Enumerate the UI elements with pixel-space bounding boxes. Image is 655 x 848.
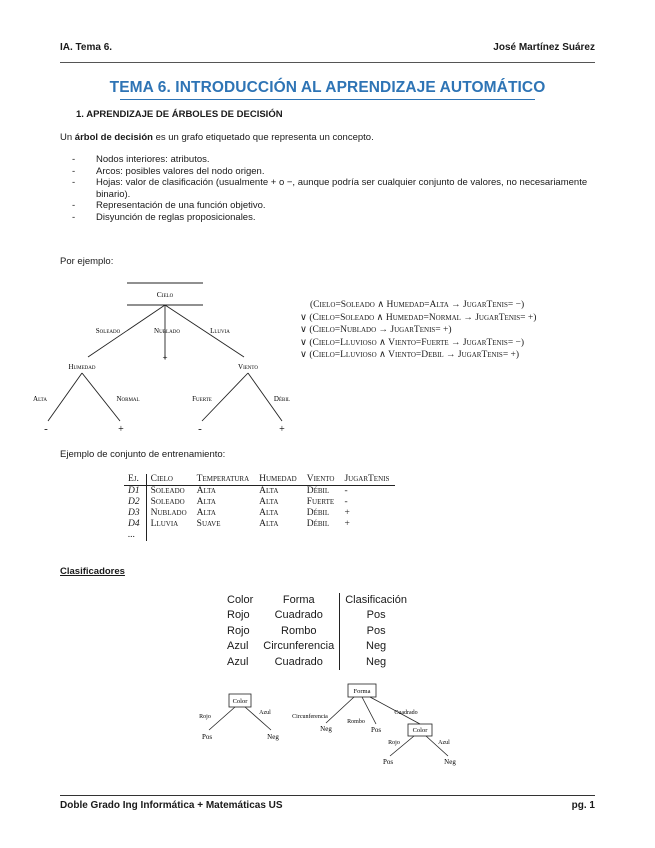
tree-arc-normal: Normal	[116, 395, 140, 403]
table-cell	[193, 530, 255, 541]
table-cell: Neg	[366, 655, 387, 668]
footer-rule	[60, 795, 595, 796]
tree-leaf-pos: Pos	[370, 726, 382, 734]
table-header: Temperatura	[193, 474, 255, 486]
table-cell: D1	[124, 486, 146, 498]
table-cell: Nublado	[150, 508, 187, 518]
table-cell: Suave	[196, 519, 221, 529]
formula-line: (Cielo=Soleado ∧ Humedad=Alta → JugarTenis= −)	[310, 300, 525, 310]
table-cell: Neg	[366, 640, 387, 653]
intro-post: es un grafo etiquetado que representa un concepto.	[152, 132, 374, 143]
color-tree-diagram	[195, 688, 295, 744]
tree-arc-nublado: Nublado	[154, 327, 180, 335]
tree-edge	[82, 373, 120, 421]
tree-node-humedad: Humedad	[68, 363, 96, 371]
footer-left: Doble Grado Ing Informática + Matemáticas US	[60, 800, 283, 811]
tree-node-color-sub: Color	[412, 727, 428, 734]
section-heading: 1. APRENDIZAJE DE ÁRBOLES DE DECISIÓN	[76, 109, 283, 120]
formula-line: ∨ (Cielo=Lluvioso ∧ Viento=Debil → JugarTenis= +)	[300, 350, 520, 361]
header-rule	[60, 62, 595, 63]
tree-leaf: +	[279, 424, 285, 435]
page-title: TEMA 6. INTRODUCCIÓN AL APRENDIZAJE AUTOMÁTICO	[109, 79, 546, 96]
tree-arc-azul: Azul	[259, 710, 271, 716]
table-cell: Pos	[366, 609, 386, 622]
decision-tree-diagram	[30, 275, 295, 435]
tree-leaf-pos: Pos	[201, 733, 213, 741]
intro-pre: Un	[60, 132, 75, 143]
formula-line: ∨ (Cielo=Soleado ∧ Humedad=Normal → JugarTenis= +)	[300, 312, 537, 323]
list-item: - Representación de una función objetivo.	[60, 200, 600, 212]
table-row	[124, 497, 395, 508]
table-cell: Fuerte	[306, 497, 335, 507]
table-cell	[255, 530, 303, 541]
table-cell: Alta	[259, 519, 279, 529]
tree-leaf: +	[118, 424, 124, 435]
tree-leaf-neg: Neg	[267, 733, 279, 741]
table-cell: Circunferencia	[258, 639, 339, 654]
tree-arc-circunferencia: Circunferencia	[292, 714, 328, 720]
table-header: Humedad	[255, 474, 303, 486]
table-cell: Soleado	[150, 486, 185, 496]
table-cell: -	[344, 497, 348, 507]
table-row	[124, 530, 395, 541]
table-header: Cielo	[146, 474, 193, 486]
table-cell: D2	[124, 497, 146, 508]
tree-arc-rojo-sub: Rojo	[388, 740, 400, 746]
table-header: Forma	[258, 593, 339, 608]
tree-leaf: -	[44, 423, 48, 435]
table-cell: Alta	[196, 486, 216, 496]
table-cell: Alta	[259, 486, 279, 496]
classifiers-heading: Clasificadores	[60, 566, 125, 577]
table-header: Color	[227, 594, 254, 606]
table-cell: ...	[124, 530, 146, 541]
tree-arc-azul-sub: Azul	[438, 740, 450, 746]
table-cell: Azul	[227, 640, 249, 653]
forma-tree-diagram	[290, 680, 470, 770]
table-row	[222, 593, 412, 608]
table-cell: Rojo	[227, 609, 250, 622]
table-cell	[340, 530, 395, 541]
tree-edge	[426, 736, 448, 756]
table-cell: Cuadrado	[258, 608, 339, 623]
training-table	[124, 474, 395, 541]
table-header: JugarTenis	[340, 474, 395, 486]
table-cell: D3	[124, 508, 146, 519]
table-row	[124, 519, 395, 530]
classifier-table	[222, 593, 412, 670]
tree-edge	[390, 736, 414, 756]
table-cell: Alta	[196, 497, 216, 507]
header-left: IA. Tema 6.	[60, 42, 113, 53]
tree-node-forma: Forma	[353, 688, 371, 695]
bullet-list	[60, 154, 600, 224]
table-row	[124, 508, 395, 519]
tree-arc-cuadrado: Cuadrado	[394, 710, 418, 716]
tree-leaf: -	[198, 423, 202, 435]
table-cell: Azul	[227, 655, 249, 668]
table-row	[222, 608, 412, 623]
tree-arc-rojo: Rojo	[199, 714, 211, 720]
table-cell: Débil	[306, 508, 330, 518]
table-cell: Alta	[259, 497, 279, 507]
tree-arc-debil: Débil	[273, 395, 291, 403]
tree-node-color: Color	[232, 698, 248, 705]
tree-arc-soleado: Soleado	[95, 327, 121, 335]
table-cell: Débil	[306, 486, 330, 496]
table-cell: Rombo	[258, 624, 339, 639]
example-label: Por ejemplo:	[60, 256, 114, 267]
title-rule	[120, 99, 535, 100]
tree-node-cielo: Cielo	[156, 290, 174, 299]
tree-edge	[48, 373, 82, 421]
table-cell: D4	[124, 519, 146, 530]
table-cell: Alta	[259, 508, 279, 518]
table-cell: Cuadrado	[258, 655, 339, 670]
tree-arc-rombo: Rombo	[347, 719, 365, 725]
list-item: - Hojas: valor de clasificación (usualmente + o −, aunque podría ser cualquier conjunto de valores, no necesariamente binario).	[60, 177, 600, 200]
table-cell: Rojo	[227, 624, 250, 637]
list-item: - Arcos: posibles valores del nodo origen.	[60, 166, 600, 178]
table-header: Clasificación	[345, 594, 407, 606]
header-right: José Martínez Suárez	[493, 42, 595, 53]
table-cell: +	[344, 519, 350, 529]
table-cell: Alta	[196, 508, 216, 518]
table-cell	[146, 530, 193, 541]
tree-leaf-neg: Neg	[320, 725, 332, 733]
formula-line: ∨ (Cielo=Nublado → JugarTenis= +)	[300, 325, 452, 336]
tree-leaf: +	[162, 353, 168, 363]
table-cell: +	[344, 508, 350, 518]
table-row	[222, 624, 412, 639]
table-cell: Soleado	[150, 497, 185, 507]
tree-edge	[209, 707, 235, 730]
table-row	[222, 639, 412, 654]
table-cell: Pos	[366, 624, 386, 637]
formula-block	[300, 299, 620, 362]
tree-node-viento: Viento	[238, 363, 258, 371]
table-row	[222, 655, 412, 670]
tree-arc-alta: Alta	[33, 395, 47, 403]
tree-arc-fuerte: Fuerte	[192, 395, 212, 403]
table-row	[124, 486, 395, 498]
tree-leaf-pos-sub: Pos	[382, 758, 394, 766]
tree-arc-lluvia: Lluvia	[210, 327, 230, 335]
table-cell	[303, 530, 341, 541]
tree-leaf-neg-sub: Neg	[444, 758, 456, 766]
list-item: - Disyunción de reglas proposicionales.	[60, 212, 600, 224]
table-header: Viento	[303, 474, 341, 486]
formula-line: ∨ (Cielo=Lluvioso ∧ Viento=Fuerte → JugarTenis= −)	[300, 337, 525, 348]
table-cell: -	[344, 486, 348, 496]
list-item: - Nodos interiores: atributos.	[60, 154, 600, 166]
training-label: Ejemplo de conjunto de entrenamiento:	[60, 449, 226, 460]
table-cell: Lluvia	[150, 519, 179, 529]
table-header: Ej.	[124, 474, 146, 486]
intro-bold: árbol de decisión	[74, 132, 153, 143]
table-cell: Débil	[306, 519, 330, 529]
page-number: pg. 1	[571, 800, 595, 811]
intro-paragraph	[60, 132, 374, 144]
